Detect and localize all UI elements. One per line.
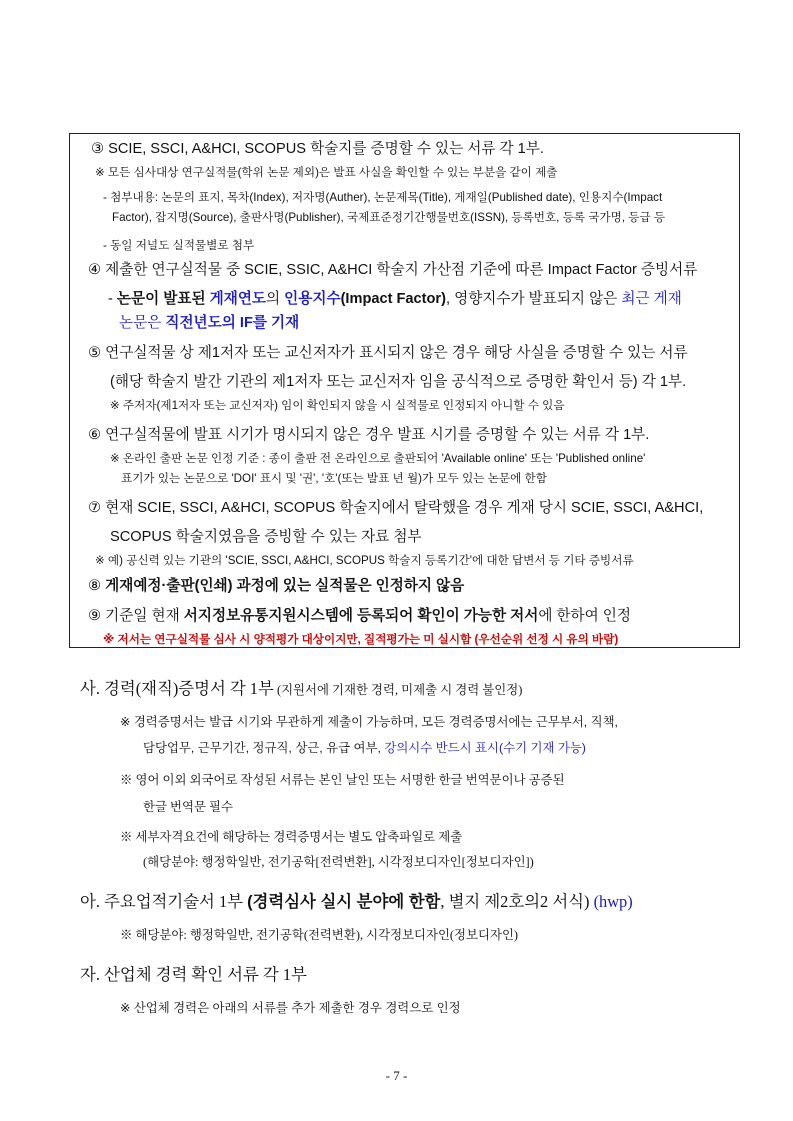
item-8-number: ⑧ bbox=[88, 578, 106, 594]
item-9-bibliographic-system: 서지정보유통지원시스템에 등록되어 확인이 가능한 저서 bbox=[183, 608, 539, 624]
section-sa-note-2-line-1: ※ 영어 이외 외국어로 작성된 서류는 본인 날인 또는 서명한 한글 번역문이나 공증된 bbox=[120, 773, 565, 787]
section-a-title bbox=[80, 888, 633, 912]
item-3-same-journal-note: - 동일 저널도 실적물별로 첨부 bbox=[103, 239, 255, 252]
item-6-note-line-2: 표기가 있는 논문으로 'DOI' 표시 및 '권', '호'(또는 발표 년 월)가 모두 있는 논문에 한함 bbox=[121, 472, 547, 485]
item-7-line-2: SCOPUS 학술지였음을 증빙할 수 있는 자료 첨부 bbox=[110, 529, 422, 545]
item-4-recent: 최근 게재 bbox=[621, 291, 682, 307]
item-4-paper: 논문은 bbox=[119, 315, 166, 331]
section-sa-note-1-lecture-hours: 강의시수 반드시 표시(수기 기재 가능) bbox=[384, 741, 586, 755]
item-5-line-2: (해당 학술지 발간 기관의 제1저자 또는 교신저자 임을 공식적으로 증명한 확인서 등) 각 1부. bbox=[110, 374, 687, 390]
item-4: ④ 제출한 연구실적물 중 SCIE, SSIC, A&HCI 학술지 가산점 기준에 따른 Impact Factor 증빙서류 bbox=[88, 262, 698, 278]
section-a-heading-bold: (경력심사 실시 분야에 한함 bbox=[247, 893, 441, 911]
item-4-previous-year-if: 직전년도의 IF를 기재 bbox=[165, 315, 300, 331]
item-4-dash: - bbox=[108, 291, 117, 307]
item-9 bbox=[88, 604, 631, 625]
item-7-note: ※ 예) 공신력 있는 기관의 'SCIE, SSCI, A&HCI, SCOPUS 학술지 등록기간'에 대한 답변서 등 기타 증빙서류 bbox=[95, 554, 634, 567]
section-sa-note-1-text: 담당업무, 근무기간, 정규직, 상근, 유급 여부, bbox=[143, 741, 385, 755]
section-sa-note-1-line-1: ※ 경력증명서는 발급 시기와 무관하게 제출이 가능하며, 모든 경력증명서에는 근무부서, 직책, bbox=[120, 715, 618, 729]
section-a-heading-rest: , 별지 제2호의2 서식) bbox=[440, 892, 594, 911]
item-4-publication-year: 게재연도 bbox=[209, 291, 267, 307]
section-sa-note-1-line-2 bbox=[143, 738, 586, 756]
item-8 bbox=[88, 574, 464, 595]
item-3: ③ SCIE, SSCI, A&HCI, SCOPUS 학술지를 증명할 수 있는 서류 각 1부. bbox=[91, 141, 544, 157]
page-number: - 7 - bbox=[385, 1068, 408, 1083]
item-4-of: 의 bbox=[266, 291, 285, 307]
section-ja-title: 자. 산업체 경력 확인 서류 각 1부 bbox=[80, 965, 307, 984]
section-a-heading: 아. 주요업적기술서 1부 bbox=[80, 892, 248, 911]
item-9-note: ※ 저서는 연구실적물 심사 시 양적평가 대상이지만, 질적평가는 미 실시함 (우선순위 선정 시 유의 바람) bbox=[103, 633, 619, 646]
section-sa-title bbox=[80, 675, 522, 699]
item-6: ⑥ 연구실적물에 발표 시기가 명시되지 않은 경우 발표 시기를 증명할 수 있는 서류 각 1부. bbox=[88, 427, 650, 443]
section-sa-heading: 사. 경력(재직)증명서 각 1부 bbox=[80, 679, 274, 698]
item-4-detail-line-2 bbox=[119, 311, 299, 332]
item-3-attachment-line-1: - 첨부내용: 논문의 표지, 목차(Index), 저자명(Auther), 논문제목(Title), 게재일(Published date), 인용지수(Impact bbox=[103, 191, 663, 204]
item-7-line-1: ⑦ 현재 SCIE, SSCI, A&HCI, SCOPUS 학술지에서 탈락했을 경우 게재 당시 SCIE, SSCI, A&HCI, bbox=[88, 500, 704, 516]
item-8-text: 게재예정·출판(인쇄) 과정에 있는 실적물은 인정하지 않음 bbox=[105, 578, 465, 594]
item-4-impact-factor: (Impact Factor) bbox=[340, 291, 446, 307]
item-4-detail-line-1 bbox=[108, 287, 682, 308]
section-sa-note-3-line-1: ※ 세부자격요건에 해당하는 경력증명서는 별도 압축파일로 제출 bbox=[120, 830, 463, 844]
section-a-note: ※ 해당분야: 행정학일반, 전기공학(전력변환), 시각정보디자인(정보디자인) bbox=[120, 928, 519, 942]
section-sa-note-3-line-2: (해당분야: 행정학일반, 전기공학[전력변환], 시각정보디자인[정보디자인]) bbox=[143, 855, 534, 869]
item-5-note: ※ 주저자(제1저자 또는 교신저자) 임이 확인되지 않을 시 실적물로 인정되지 아니할 수 있음 bbox=[110, 399, 565, 412]
item-9-prefix: ⑨ 기준일 현재 bbox=[88, 608, 184, 624]
item-9-suffix: 에 한하여 인정 bbox=[538, 608, 632, 624]
section-sa-note-2-line-2: 한글 번역문 필수 bbox=[143, 800, 233, 814]
item-6-note-line-1: ※ 온라인 출판 논문 인정 기준 : 종이 출판 전 온라인으로 출판되어 'Available online' 또는 'Published online' bbox=[110, 452, 646, 465]
requirements-box bbox=[69, 133, 740, 648]
section-sa-heading-note: (지원서에 기재한 경력, 미제출 시 경력 불인정) bbox=[273, 683, 523, 697]
item-4-published: 논문이 발표된 bbox=[116, 291, 210, 307]
item-3-attachment-line-2: Factor), 잡지명(Source), 출판사명(Publisher), 국제표준정기간행물번호(ISSN), 등록번호, 등록 국가명, 등급 등 bbox=[112, 211, 666, 224]
item-4-citation-index: 인용지수 bbox=[284, 291, 341, 307]
item-5-line-1: ⑤ 연구실적물 상 제1저자 또는 교신저자가 표시되지 않은 경우 해당 사실을 증명할 수 있는 서류 bbox=[88, 345, 688, 361]
section-ja-note: ※ 산업체 경력은 아래의 서류를 추가 제출한 경우 경력으로 인정 bbox=[120, 1001, 461, 1015]
item-4-not-published: , 영향지수가 발표되지 않은 bbox=[445, 291, 622, 307]
section-a-hwp-link[interactable]: (hwp) bbox=[593, 892, 633, 911]
item-3-note: ※ 모든 심사대상 연구실적물(학위 논문 제외)은 발표 사실을 확인할 수 있는 부분을 같이 제출 bbox=[95, 166, 558, 179]
